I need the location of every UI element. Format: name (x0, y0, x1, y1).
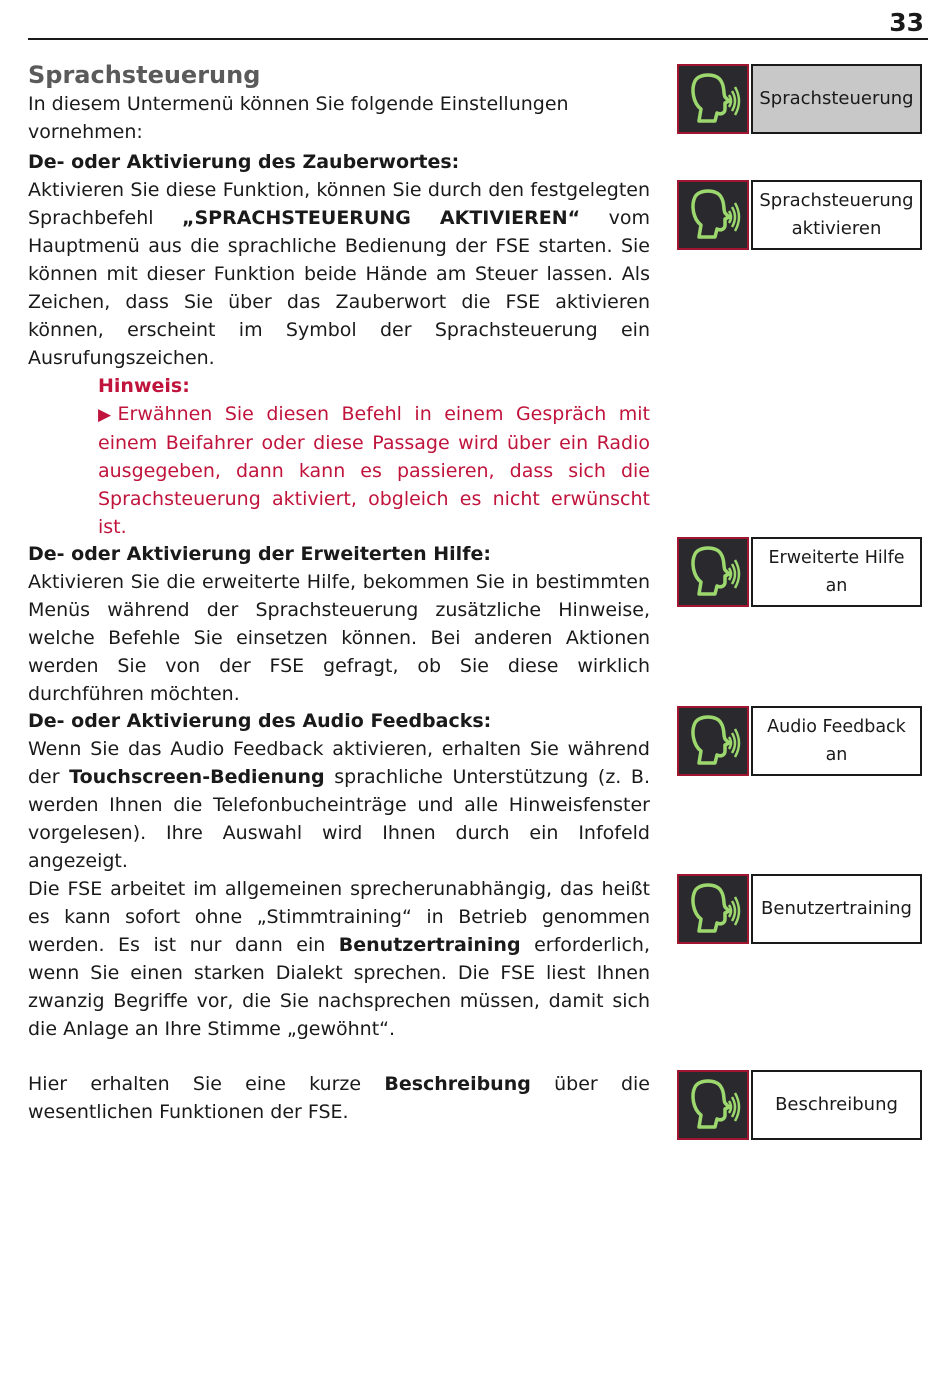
beschreibung-section (28, 1070, 650, 1126)
training-text-part1: Die FSE arbeitet im allgemeinen sprecherunabhängig, das heißt es kann sofort ohne „Stimmtraining“ in Betrieb genommen werden. Es ist nur dann ein (28, 878, 650, 956)
intro-section (28, 60, 650, 146)
hinweis-text (98, 400, 650, 541)
ui-audio-feedback (677, 706, 922, 776)
training-section (28, 875, 650, 1043)
audio-feedback-button[interactable]: Audio Feedback an (751, 706, 922, 776)
voice-control-icon (677, 180, 749, 250)
intro-text: In diesem Untermenü können Sie folgende Einstellungen vornehmen: (28, 93, 569, 143)
beschreibung-text (28, 1070, 650, 1126)
beschreibung-button[interactable]: Beschreibung (751, 1070, 922, 1140)
ui-benutzertraining (677, 874, 922, 944)
button-label-line1: Sprachsteuerung (759, 190, 914, 211)
hinweis-body: Erwähnen Sie diesen Befehl in einem Gespräch mit einem Beifahrer oder diese Passage wird über ein Radio ausgegeben, dann kann es passieren, dass sich die Sprachsteuerung aktiviert, obgleich es nicht erwünscht ist. (98, 403, 650, 538)
audio-heading: De- oder Aktivierung des Audio Feedbacks: (28, 710, 492, 732)
voice-control-icon (677, 537, 749, 607)
voice-control-icon (677, 64, 749, 134)
zauberwort-heading: De- oder Aktivierung des Zauberwortes: (28, 151, 460, 173)
ui-beschreibung (677, 1070, 922, 1140)
ui-sprachsteuerung (677, 64, 922, 134)
ui-erweiterte-hilfe (677, 537, 922, 607)
hilfe-text: Aktivieren Sie die erweiterte Hilfe, bekommen Sie in bestimmten Menüs während der Sprachsteuerung zusätzliche Hinweise, welche Befehle Sie einsetzen können. Bei anderen Aktionen werden Sie von der FSE gefragt, ob Sie diese wirklich durchführen möchten. (28, 571, 650, 705)
erweiterte-hilfe-button[interactable]: Erweiterte Hilfe an (751, 537, 922, 607)
page-title: Sprachsteuerung (28, 61, 261, 89)
zauberwort-command: „SPRACHSTEUERUNG AKTIVIEREN“ (182, 207, 581, 229)
button-label-line2: aktivieren (791, 218, 882, 239)
training-text (28, 875, 650, 1043)
zauberwort-text (28, 176, 650, 372)
audio-text (28, 735, 650, 875)
hilfe-section (28, 540, 650, 708)
voice-control-icon (677, 706, 749, 776)
zauberwort-text-part1: Aktivieren Sie diese Funktion, können Sie durch den festgelegten Sprachbefehl (28, 179, 650, 229)
header-divider (28, 38, 928, 40)
hinweis-note (98, 372, 650, 541)
beschreibung-bold-term: Beschreibung (384, 1073, 531, 1095)
audio-section (28, 707, 650, 875)
training-bold-term: Benutzertraining (338, 934, 521, 956)
beschreibung-text-part1: Hier erhalten Sie eine kurze (28, 1073, 385, 1095)
sprachsteuerung-button[interactable]: Sprachsteuerung (751, 64, 922, 134)
training-text-part2: erforderlich, wenn Sie einen starken Dialekt sprechen. Die FSE liest Ihnen zwanzig Begriffe vor, die Sie nachsprechen müssen, damit sich die Anlage an Ihre Stimme „gewöhnt“. (28, 934, 651, 1040)
ui-sprachsteuerung-aktivieren (677, 180, 922, 250)
zauberwort-section (28, 148, 650, 372)
bullet-arrow-icon: ▶ (98, 405, 118, 425)
hinweis-title: Hinweis: (98, 375, 190, 397)
voice-control-icon (677, 1070, 749, 1140)
zauberwort-text-part2: vom Hauptmenü aus die sprachliche Bedienung der FSE starten. Sie können mit dieser Funktion beide Hände am Steuer lassen. Als Zeichen, dass Sie über das Zauberwort die FSE aktivieren können, erscheint im Symbol der Sprachsteuerung ein Ausrufungszeichen. (28, 207, 650, 369)
audio-bold-term: Touchscreen-Bedienung (69, 766, 325, 788)
voice-control-icon (677, 874, 749, 944)
audio-text-part1: Wenn Sie das Audio Feedback aktivieren, erhalten Sie während der (28, 738, 650, 788)
hilfe-heading: De- oder Aktivierung der Erweiterten Hilfe: (28, 543, 491, 565)
sprachsteuerung-aktivieren-button[interactable] (751, 180, 922, 250)
audio-text-part2: sprachliche Unterstützung (z. B. werden Ihnen die Telefonbucheinträge und alle Hinweisfenster vorgelesen). Ihre Auswahl wird Ihnen durch ein Infofeld angezeigt. (28, 766, 650, 872)
benutzertraining-button[interactable]: Benutzertraining (751, 874, 922, 944)
beschreibung-text-part2: über die wesentlichen Funktionen der FSE. (28, 1073, 650, 1123)
page-number: 33 (889, 8, 924, 37)
